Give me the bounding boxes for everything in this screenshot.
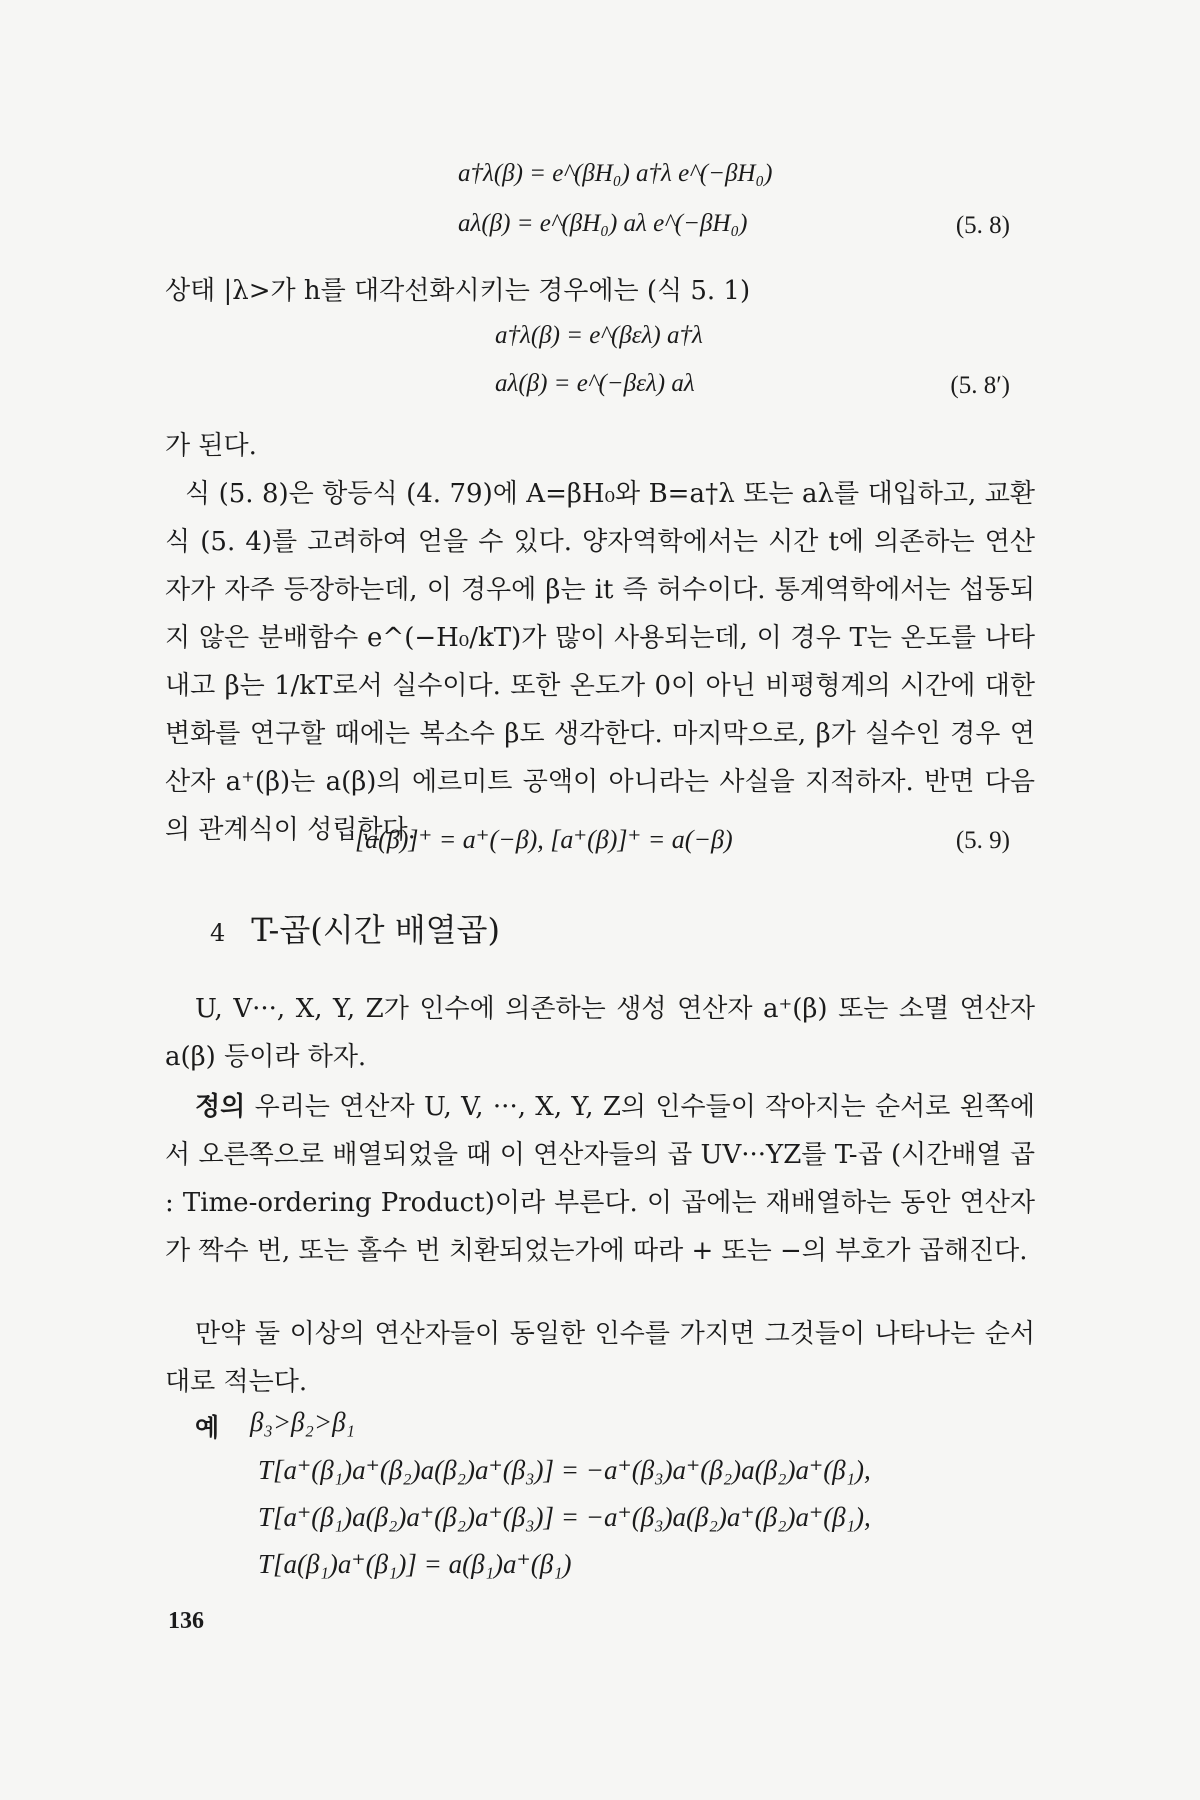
example-label: 예 [195,1413,220,1442]
uv-paragraph: U, V···, X, Y, Z가 인수에 의존하는 생성 연산자 a⁺(β) 또는 소멸 연산자 a(β) 등이라 하자. [165,994,1035,1072]
example-line-3: T[a(β₁)a⁺(β₁)] = a(β₁)a⁺(β₁) [258,1549,572,1579]
equation-number-5-8p: (5. 8′) [950,372,1010,399]
main-paragraph: 식 (5. 8)은 항등식 (4. 79)에 A=βH₀와 B=a†λ 또는 aλ를 대입하고, 교환식 (5. 4)를 고려하여 얻을 수 있다. 양자역학에서는 시간 t에 의존하는 연산자가 자주 등장하는데, 이 경우에 β는 it 즉 허수이다. 통계역학에서는 섭동되지 않은 분배함수 e^(−H₀/kT)가 많이 사용되는데, 이 경우 T는 온도를 나타내고 β는 1/kT로서 실수이다. 또한 온도가 0이 아닌 비평형계의 시간에 대한 변화를 연구할 때에는 복소수 β도 생각한다. 마지막으로, β가 실수인 경우 연산자 a⁺(β)는 a(β)의 에르미트 공액이 아니라는 사실을 지적하자. 반면 다음의 관계식이 성립한다. [165,479,1035,845]
equation-5-9: [a(β)]⁺ = a⁺(−β), [a⁺(β)]⁺ = a(−β) [355,825,733,854]
example-line-2: T[a⁺(β₁)a(β₂)a⁺(β₂)a⁺(β₃)] = −a⁺(β₃)a(β₂)a⁺(β₂)a⁺(β₁), [258,1502,871,1532]
equation-number-5-8: (5. 8) [955,212,1010,239]
equation-a-dagger-beta: a†λ(β) = e^(βH₀) a†λ e^(−βH₀) [458,160,773,187]
section-title: T-곱(시간 배열곱) [251,911,500,949]
section-number: 4 [210,919,226,947]
example-line-1: T[a⁺(β₁)a⁺(β₂)a(β₂)a⁺(β₃)] = −a⁺(β₃)a⁺(β₂)a(β₂)a⁺(β₁), [258,1455,871,1485]
becomes-line: 가 된다. [165,431,257,461]
definition-paragraph [165,1083,1035,1275]
section-heading [210,905,500,951]
equation-5-8p-line2: aλ(β) = e^(−βελ) aλ [495,370,695,397]
definition-label: 정의 [195,1092,246,1122]
equation-5-8p-line1: a†λ(β) = e^(βελ) a†λ [495,322,703,349]
definition-body: 우리는 연산자 U, V, ···, X, Y, Z의 인수들이 작아지는 순서로 왼쪽에서 오른쪽으로 배열되었을 때 이 연산자들의 곱 UV···YZ를 T-곱 (시간배열 곱 : Time-ordering Product)이라 부른다. 이 곱에는 재배열하는 동안 연산자가 짝수 번, 또는 홀수 번 치환되었는가에 따라 + 또는 −의 부호가 곱해진다. [165,1092,1035,1266]
equation-a-beta: aλ(β) = e^(βH₀) aλ e^(−βH₀) [458,210,748,237]
page-number: 136 [168,1608,204,1634]
state-diagonalize-line: 상태 |λ>가 h를 대각선화시키는 경우에는 (식 5. 1) [165,276,751,306]
equation-number-5-9: (5. 9) [955,827,1010,854]
example-condition: β₃>β₂>β₁ [250,1407,355,1437]
order-paragraph: 만약 둘 이상의 연산자들이 동일한 인수를 가지면 그것들이 나타나는 순서대로 적는다. [165,1319,1035,1397]
